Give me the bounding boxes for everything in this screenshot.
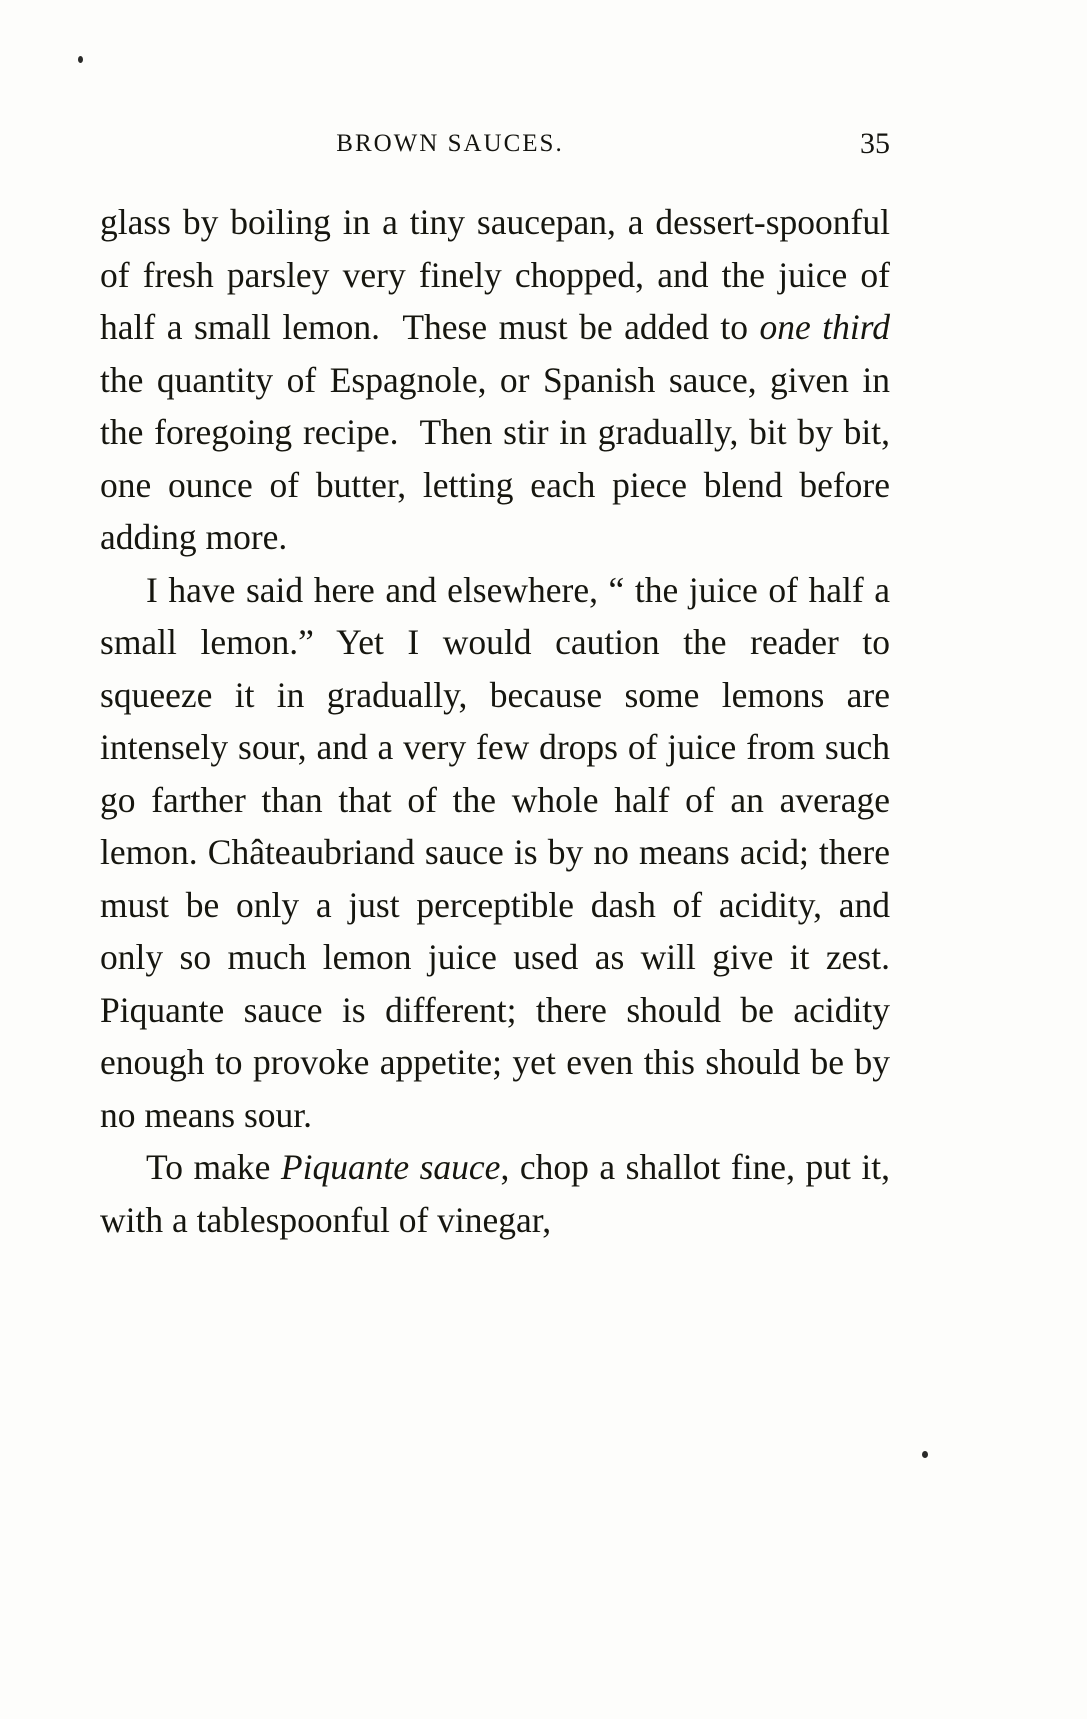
body-text <box>100 196 890 1246</box>
italic-phrase-piquante-sauce: Piquante sauce <box>280 1147 501 1187</box>
running-head: BROWN SAUCES. <box>336 130 564 157</box>
paragraph-3-part-b: , chop a shallot fine, put it, with a tablespoonful of vinegar, <box>100 1147 890 1240</box>
paragraph-2: I have said here and elsewhere, “ the juice of half a small lemon.” Yet I would caution the reader to squeeze it in gradually, because some lemons are intensely sour, and a very few drops of juice from such go farther than that of the whole half of an average lemon. Châteaubriand sauce is by no means acid; there must be only a just perceptible dash of acidity, and only so much lemon juice used as will give it zest. Piquante sauce is different; there should be acidity enough to provoke appetite; yet even this should be by no means sour. <box>100 569 890 1135</box>
page-speck-top-left <box>78 56 83 63</box>
paragraph-1 <box>100 196 890 564</box>
paragraph-3 <box>100 1141 890 1246</box>
page-speck-bottom-right <box>922 1451 928 1458</box>
page-number: 35 <box>860 127 890 160</box>
page-header <box>100 127 890 170</box>
paragraph-1-part-b: the quantity of Espagnole, or Spanish sauce, given in the foregoing recipe. Then stir in gradually, bit by bit, one ounce of butter, letting each piece blend before adding more. <box>100 359 890 557</box>
paragraph-3-part-a: To make <box>146 1147 281 1187</box>
paragraph-1-part-a: glass by boiling in a tiny saucepan, a dessert-spoonful of fresh parsley very finely chopped, and the juice of half a small lemon. These must be added to <box>100 202 890 347</box>
italic-phrase-one-third: one third <box>759 307 890 347</box>
